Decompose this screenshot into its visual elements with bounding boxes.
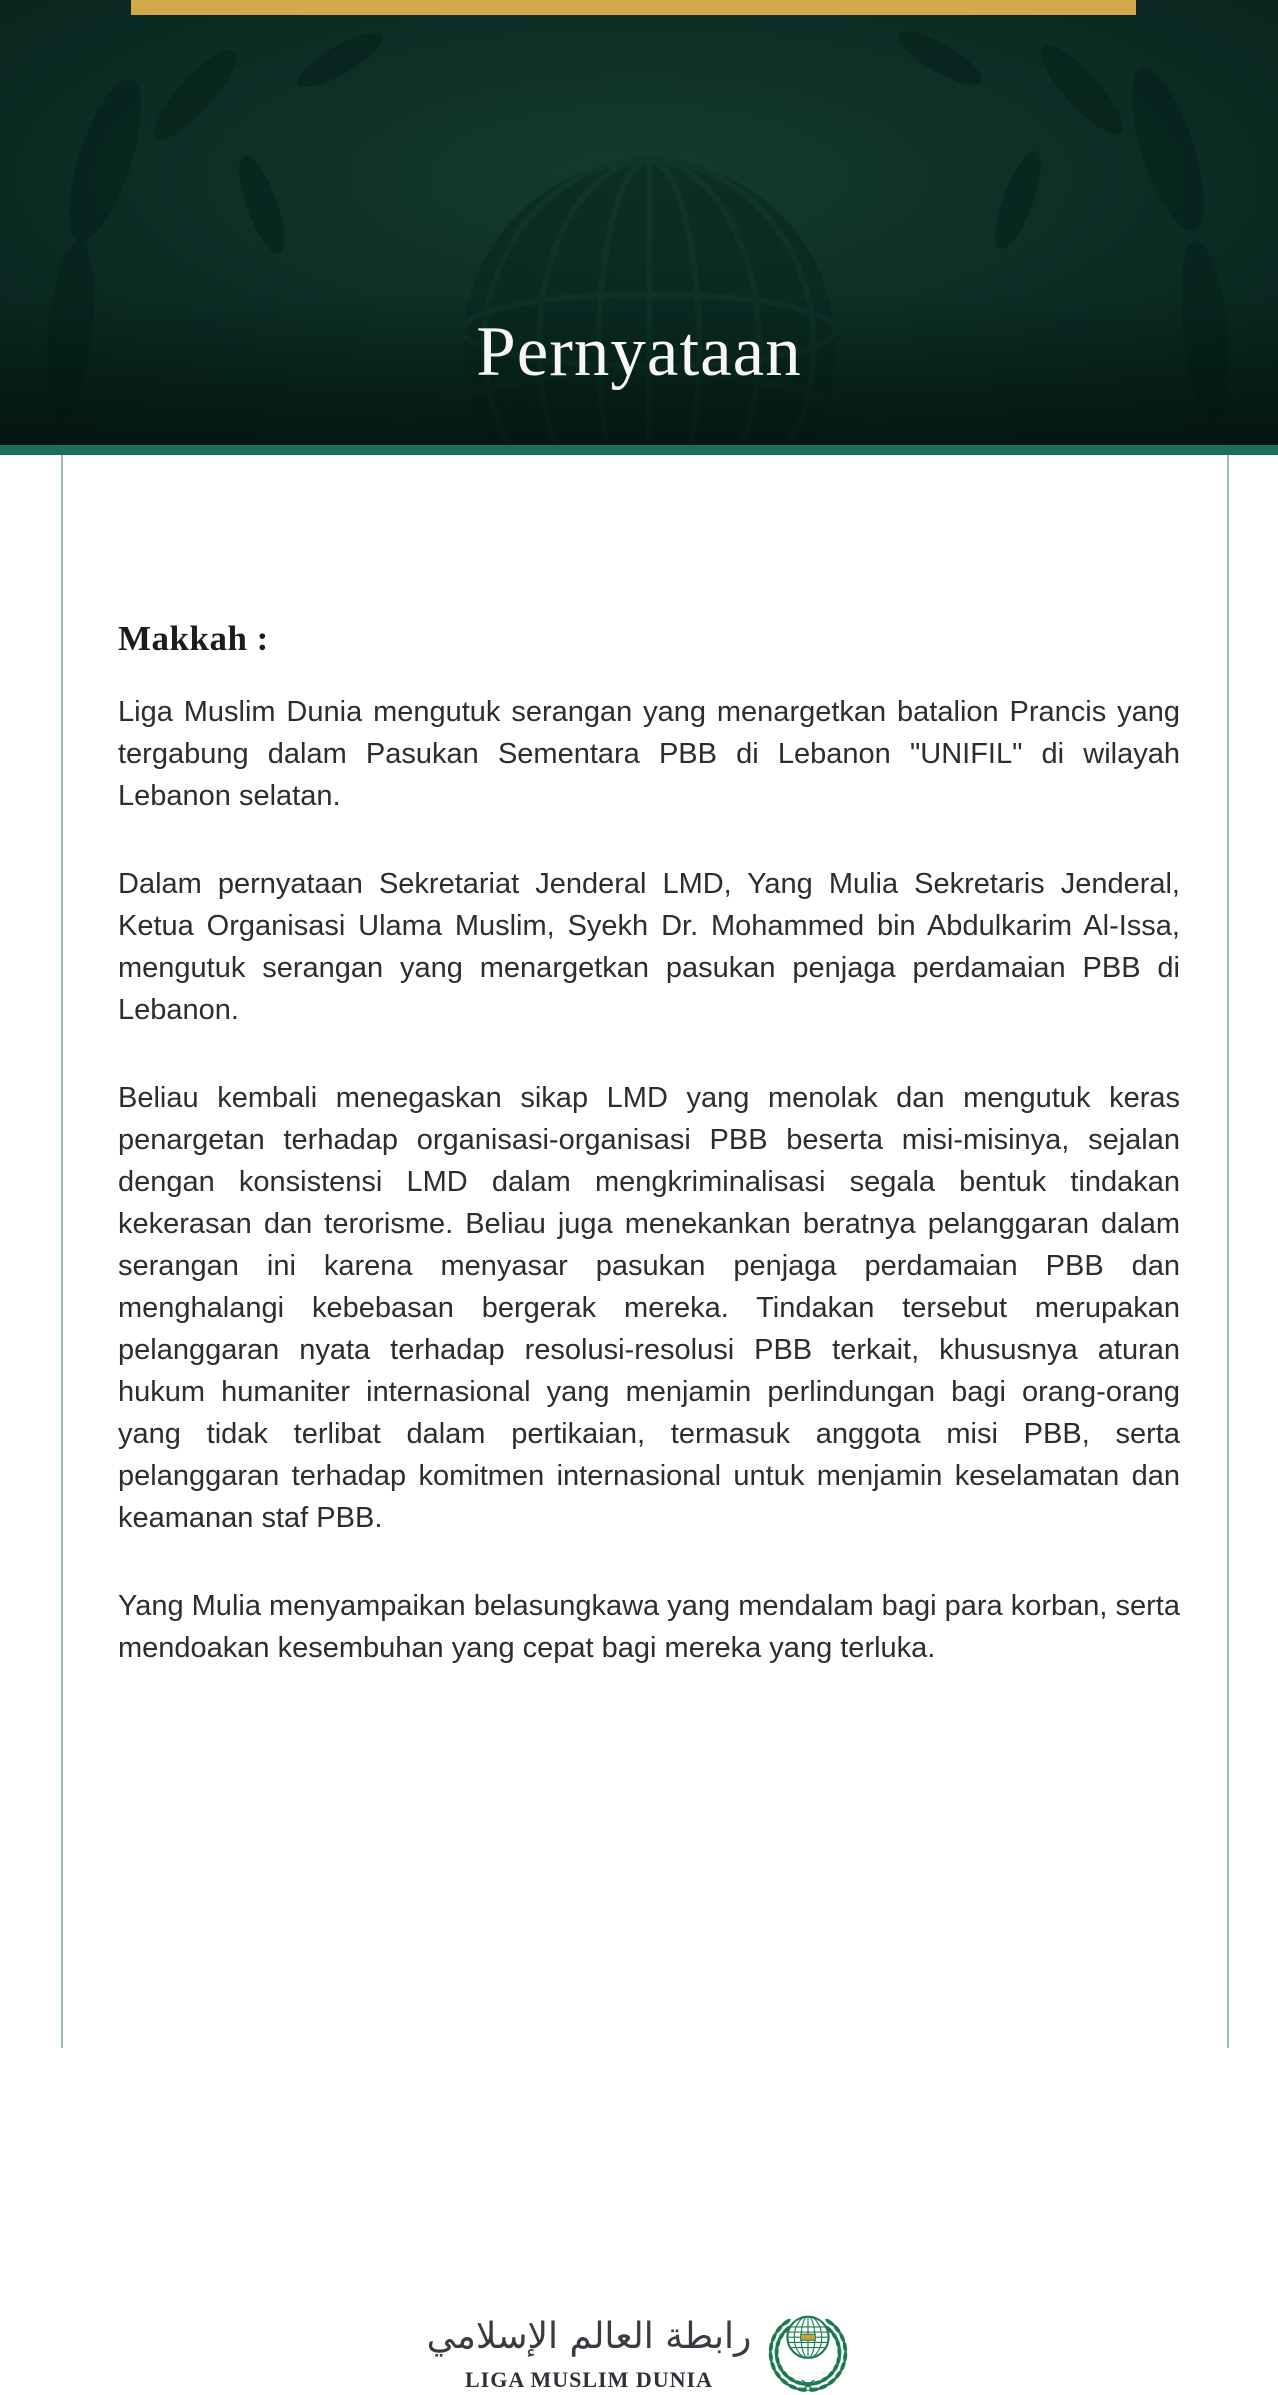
statement-header: [0, 0, 1278, 445]
paragraph-2: Dalam pernyataan Sekretariat Jenderal LMD, Yang Mulia Sekretaris Jenderal, Ketua Organisasi Ulama Muslim, Syekh Dr. Mohammed bin Abdulkarim Al-Issa, mengutuk serangan yang menargetkan pasukan penjaga perdamaian PBB di Lebanon.: [118, 868, 1180, 1026]
document-body: [0, 455, 1278, 2392]
header-separator-band: [0, 445, 1278, 455]
paragraph-1: Liga Muslim Dunia mengutuk serangan yang menargetkan batalion Prancis yang tergabung dalam Pasukan Sementara PBB di Lebanon "UNIFIL" di wilayah Lebanon selatan.: [118, 696, 1180, 812]
city-heading: Makkah :: [118, 619, 269, 658]
logo-text-block: [427, 2309, 752, 2393]
logo-wordmark: LIGA MUSLIM DUNIA: [464, 2367, 713, 2392]
paragraph-3: Beliau kembali menegaskan sikap LMD yang menolak dan mengutuk keras penargetan terhadap organisasi-organisasi PBB beserta misi-misinya, sejalan dengan konsistensi LMD dalam mengkriminalisasi segala bentuk tindakan kekerasan dan terorisme. Beliau juga menekankan beratnya pelanggaran dalam serangan ini karena menyasar pasukan penjaga perdamaian PBB dan menghalangi kebebasan bergerak mereka. Tindakan tersebut merupakan pelanggaran nyata terhadap resolusi-resolusi PBB terkait, khususnya aturan hukum humaniter internasional yang menjamin perlindungan bagi orang-orang yang tidak terlibat dalam pertikaian, termasuk anggota misi PBB, serta pelanggaran terhadap komitmen internasional untuk menjamin keselamatan dan keamanan staf PBB.: [118, 1082, 1180, 1534]
statement-title: Pernyataan: [476, 313, 802, 391]
right-margin-rule: [1227, 455, 1229, 2048]
wreath-globe-emblem-icon: [765, 2307, 851, 2395]
organization-logo: [0, 2307, 1278, 2395]
paragraph-4: Yang Mulia menyampaikan belasungkawa yang mendalam bagi para korban, serta mendoakan kesembuhan yang cepat bagi mereka yang terluka.: [118, 1590, 1180, 1664]
left-margin-rule: [61, 455, 63, 2048]
logo-arabic-calligraphy: رابطة العالم الإسلامي: [426, 2316, 752, 2357]
statement-text: [0, 455, 1278, 1669]
gold-accent-bar: [131, 0, 1136, 15]
